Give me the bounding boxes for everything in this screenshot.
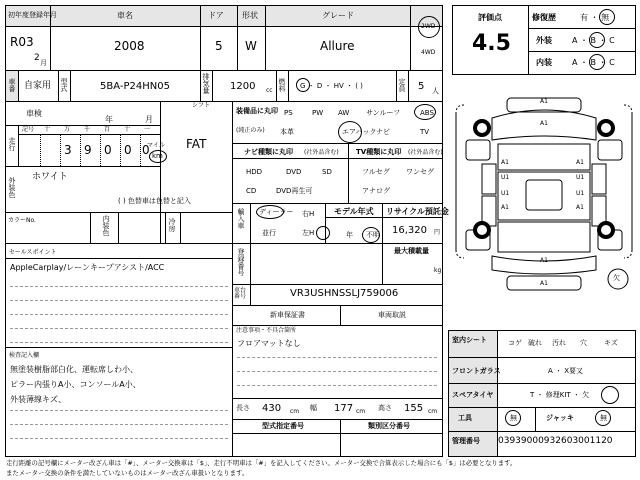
map-u1-right-1: U1 — [576, 174, 585, 181]
right-hand-label: 右H — [302, 210, 315, 218]
tv-type-sub: (社外品含む) — [408, 149, 443, 156]
odometer-divider — [140, 134, 141, 166]
model-value: 2008 — [114, 39, 145, 53]
2wd-label: 2WD — [421, 23, 436, 30]
fuel-g-circle — [296, 78, 310, 92]
equipment-item: AW — [338, 109, 350, 117]
mgmt-label: 管理番号 — [452, 437, 480, 445]
height-value: 155 — [404, 403, 424, 414]
map-a1-left-2: A1 — [501, 204, 509, 211]
first-reg-month: 2 — [34, 53, 40, 63]
odometer-divider — [80, 134, 81, 166]
odometer-unit-label: 記号 — [22, 126, 35, 133]
equipment-item: エアバック — [342, 128, 377, 136]
jack-value: 無 — [600, 414, 607, 422]
navi-item: CD — [246, 187, 257, 195]
equipment-label: 装備品に丸印 — [236, 107, 278, 115]
sales-points-text: AppleCarplay/レーンキープアシスト/ACC — [10, 263, 165, 272]
exterior-b-circle — [589, 32, 605, 48]
dealer-circle — [256, 205, 284, 219]
inspection-month-unit: 月 — [145, 115, 153, 124]
tv-item: ワンセグ — [406, 168, 434, 176]
shift-value: FAT — [186, 137, 207, 151]
interior-options: A ・ B ・ C — [572, 58, 615, 67]
spare-label: スペアタイヤ — [452, 391, 494, 399]
exterior-color-value: ホワイト — [32, 172, 68, 182]
glass-options: A ・ X要又 — [548, 367, 584, 375]
chassis-value: VR3USHNSSLJ759006 — [290, 288, 399, 299]
odometer-unit-label: 十 — [124, 126, 131, 133]
equipment-sub: (純正のみ) — [236, 127, 265, 134]
inspector-line-1: 無塗装樹脂部白化、運転席しわ小、 — [10, 365, 138, 374]
height-label: 高さ — [378, 404, 392, 412]
seat-label: 室内シート — [452, 336, 487, 344]
height-unit: cm — [428, 408, 438, 415]
length-value: 430 — [262, 403, 282, 414]
exterior-label: 外装 — [536, 36, 552, 45]
odometer-unit-label: 千 — [84, 126, 91, 133]
notes-text: フロアマットなし — [237, 339, 301, 348]
displacement-label: 排気量 — [202, 73, 210, 94]
reg-no-label: 登録番号 — [237, 248, 245, 276]
shape-label: 形状 — [242, 11, 258, 20]
manual-label: 車両取説 — [378, 311, 406, 319]
odometer-digit: 0 — [124, 143, 132, 157]
spare-missing-circle — [601, 386, 619, 404]
jack-none-circle — [595, 410, 611, 426]
first-reg-month-unit: 月 — [40, 59, 47, 67]
tv-item: フルセグ — [362, 168, 390, 176]
seat-item: 汚れ — [552, 339, 566, 347]
seat-item: 破れ — [528, 339, 542, 347]
sales-points-label: セールスポイント — [9, 249, 57, 256]
inspection-label: 車検 — [26, 109, 42, 118]
inspector-line-3: 外装薄線キズ、 — [10, 395, 67, 404]
equipment-item: TV — [420, 128, 430, 136]
shape-value: W — [245, 39, 257, 53]
glass-label: フロントガラス — [452, 367, 501, 375]
reg-label: 車番 — [8, 78, 16, 92]
header-band — [6, 6, 442, 26]
navi-item: DVD再生可 — [276, 187, 313, 195]
tv-type-label: TV種類に丸印 — [356, 148, 402, 156]
inspector-line-2: ピラー内張りA小、コンソールA小、 — [10, 380, 141, 389]
seat-item: 穴 — [580, 339, 587, 347]
first-reg-label: 初年度登録年月 — [8, 11, 57, 19]
odometer-unit-label: 万 — [64, 126, 71, 133]
odometer-digit: 9 — [84, 143, 92, 157]
footer-line-2: またメーター交換の条件を満たしていないものはメーター改ざん車扱いとなります。 — [6, 469, 249, 477]
notes-label: 注意事項・不具合箇所 — [236, 327, 297, 334]
parallel-label: 並行 — [262, 229, 276, 237]
mgmt-value: 03939000932603001120 — [498, 436, 613, 446]
width-unit: cm — [356, 408, 366, 415]
capacity-value: 5 — [418, 81, 425, 92]
class-label: 類別区分番号 — [368, 422, 410, 430]
4wd-label: 4WD — [421, 49, 436, 56]
first-reg-era: R03 — [10, 35, 34, 49]
equipment-item: PS — [284, 109, 293, 117]
model-year-label: モデル年式 — [334, 207, 374, 216]
navi-item: HDD — [246, 168, 263, 176]
shift-label: シフト — [192, 102, 211, 109]
odometer-divider — [40, 134, 41, 166]
map-a1-top: A1 — [540, 98, 548, 105]
chassis-label: 車台番号 — [234, 287, 247, 300]
spare-options: T ・ 修理KIT ・ 欠 — [530, 391, 590, 399]
map-a1-hood: A1 — [540, 120, 548, 127]
max-load-label: 最大積載量 — [394, 247, 429, 255]
navi-item: DVD — [286, 168, 302, 176]
mile-label: マイル — [147, 142, 165, 149]
odometer-digit: 3 — [64, 143, 72, 157]
km-label: km — [152, 152, 163, 160]
doors-label: ドア — [208, 11, 224, 20]
width-value: 177 — [334, 403, 354, 414]
odometer-unit-label: 十 — [44, 126, 51, 133]
jack-label: ジャッキ — [546, 414, 574, 422]
map-u1-right-2: U1 — [576, 190, 585, 197]
displacement-value: 1200 — [230, 81, 256, 92]
length-label: 長さ — [236, 404, 250, 412]
recycle-value: 16,320 — [392, 225, 427, 236]
odometer-divider — [120, 134, 121, 166]
repair-none-circle — [599, 9, 615, 25]
grade-label: グレード — [322, 11, 354, 20]
equipment-item: サンルーフ — [366, 109, 401, 117]
import-label: 輸入車 — [237, 208, 245, 229]
odometer-divider — [60, 134, 61, 166]
inspection-year-unit: 年 — [105, 115, 113, 124]
recycle-yen: 円 — [434, 229, 441, 236]
equipment-item: ナビ — [376, 128, 390, 136]
fuel-options: G ・ D ・ HV ・ ( ) — [300, 82, 363, 90]
tv-item: アナログ — [362, 187, 390, 195]
capacity-unit: 人 — [432, 87, 439, 95]
left-hand-circle — [316, 226, 330, 240]
equipment-item: ABS — [420, 109, 434, 117]
score-value: 4.5 — [472, 31, 511, 56]
odometer-digit: 0 — [142, 143, 150, 157]
cold-label: 冷房 — [168, 218, 176, 232]
mileage-label: 走行 — [8, 137, 16, 151]
odometer-digit: 0 — [104, 143, 112, 157]
displacement-unit: cc — [266, 87, 273, 94]
map-missing: 欠 — [613, 274, 620, 282]
odometer-divider — [100, 134, 101, 166]
type-cert-label: 型式指定番号 — [262, 422, 304, 430]
exterior-options: A ・ B ・ C — [572, 36, 615, 45]
tools-none-circle — [505, 410, 521, 426]
inspector-label: 検査記入欄 — [9, 352, 40, 359]
seat-item: コゲ — [508, 339, 522, 347]
airbag-circle — [338, 121, 362, 143]
repair-label: 修復歴 — [532, 13, 556, 22]
unknown-circle — [362, 227, 380, 243]
interior-color-label: 内装色 — [102, 215, 110, 236]
type-value: 5BA-P24HN05 — [100, 81, 170, 92]
navi-item: SD — [322, 168, 332, 176]
interior-b-circle — [589, 54, 605, 70]
equipment-item: PW — [312, 109, 324, 117]
car-damage-diagram — [452, 80, 636, 325]
odometer-unit-label: 百 — [104, 126, 111, 133]
width-label: 幅 — [310, 404, 317, 412]
exterior-color-note: ( ) 色替車は色替と記入 — [118, 197, 191, 205]
map-a1-rear: A1 — [540, 257, 548, 264]
exterior-color-label: 外装色 — [8, 177, 16, 198]
capacity-label: 定員 — [398, 78, 406, 92]
tools-label: 工具 — [458, 414, 472, 422]
doors-value: 5 — [215, 39, 223, 53]
left-hand-label: 左H — [302, 229, 315, 237]
map-a1-right-2: A1 — [576, 204, 584, 211]
repair-options: 有 ・ 無 — [580, 13, 610, 22]
interior-label: 内装 — [536, 58, 552, 67]
equipment-item: 本革 — [280, 128, 294, 136]
model-label: 車名 — [117, 11, 133, 20]
map-u1-left-2: U1 — [501, 190, 510, 197]
tools-value: 無 — [510, 414, 517, 422]
fuel-label: 燃料 — [278, 78, 286, 92]
max-load-kg: kg — [434, 267, 442, 274]
usage-value: 自家用 — [24, 81, 52, 91]
map-a1-left-1: A1 — [501, 159, 509, 166]
dealer-label: ディーラー — [259, 208, 294, 216]
unknown-label: 不明 — [366, 231, 380, 239]
type-label: 型式 — [60, 78, 68, 92]
navi-type-sub: (社外品含む) — [304, 149, 339, 156]
score-label: 評価点 — [478, 13, 502, 22]
footer-line-1: 走行距離の記号欄にメーター改ざん車は「#」、メーター交換車は「$」、走行不明車は「#」を記入してください。メーター交換で合算表示した場合にも「$」は必要となります。 — [6, 459, 517, 467]
navi-type-label: ナビ種類に丸印 — [244, 148, 293, 156]
map-a1-right-1: A1 — [576, 159, 584, 166]
map-u1-left-1: U1 — [501, 174, 510, 181]
color-no-label: カラーNo. — [8, 217, 36, 224]
seat-item: キズ — [604, 339, 618, 347]
map-a1-bottom: A1 — [540, 280, 548, 287]
warranty-label: 新車保証書 — [270, 311, 305, 319]
recycle-label: リサイクル預託金 — [386, 207, 449, 216]
abs-circle — [414, 104, 436, 120]
grade-value: Allure — [320, 39, 355, 53]
odometer-unit-label: 一 — [144, 126, 151, 133]
model-year-unit: 年 — [346, 231, 353, 239]
length-unit: cm — [290, 408, 300, 415]
